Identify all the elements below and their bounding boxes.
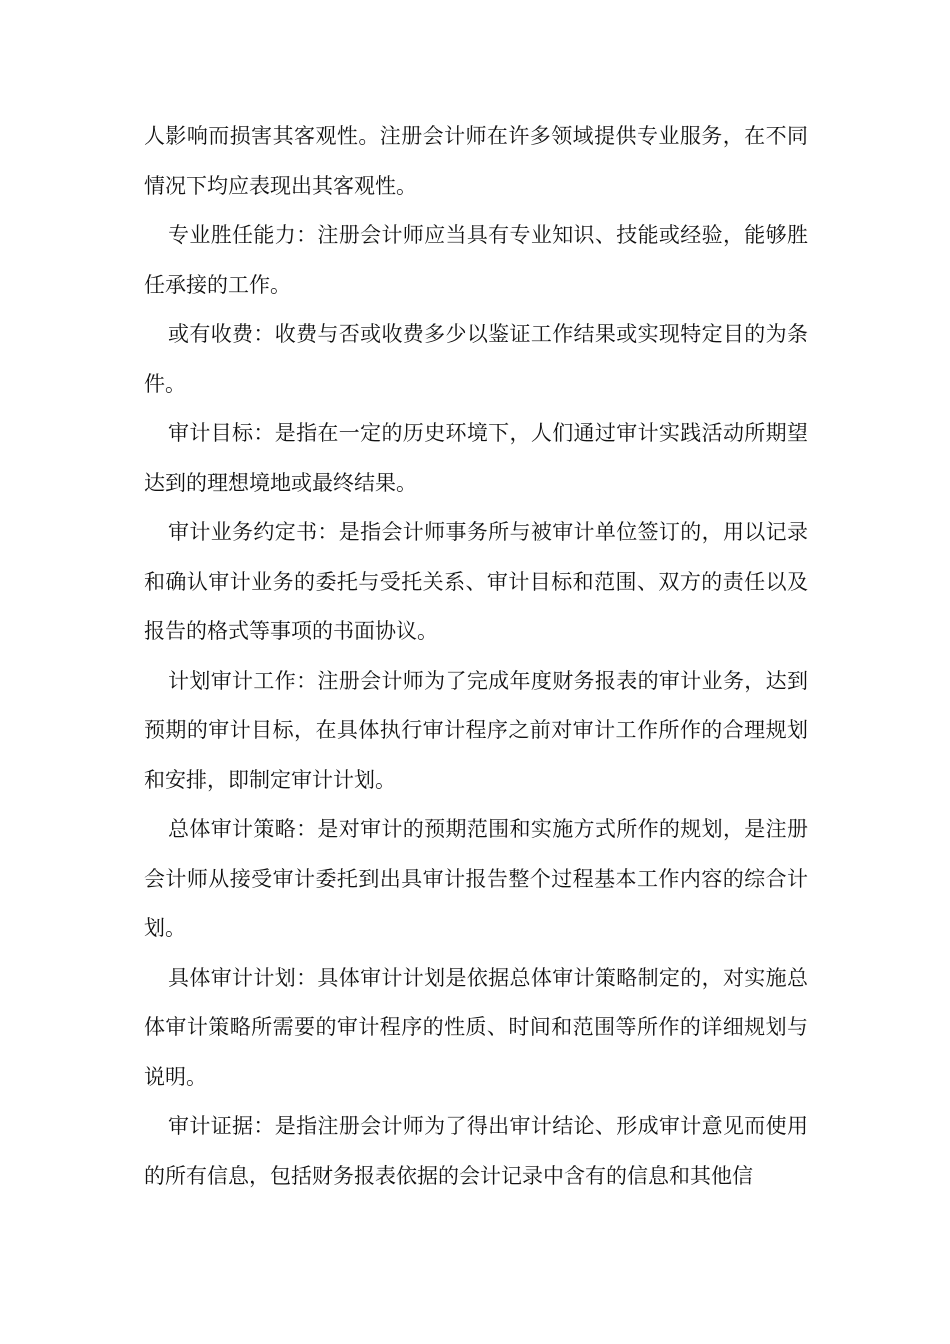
paragraph-overall-strategy: 总体审计策略：是对审计的预期范围和实施方式所作的规划，是注册会计师从接受审计委托到出具审计报告整个过程基本工作内容的综合计划。 bbox=[144, 817, 808, 940]
paragraph-professional-competence: 专业胜任能力：注册会计师应当具有专业知识、技能或经验，能够胜任承接的工作。 bbox=[144, 223, 808, 297]
paragraph-audit-evidence: 审计证据：是指注册会计师为了得出审计结论、形成审计意见而使用的所有信息，包括财务报表依据的会计记录中含有的信息和其他信 bbox=[144, 1114, 808, 1188]
paragraph-audit-objective: 审计目标：是指在一定的历史环境下，人们通过审计实践活动所期望达到的理想境地或最终结果。 bbox=[144, 421, 808, 495]
paragraph-audit-planning: 计划审计工作：注册会计师为了完成年度财务报表的审计业务，达到预期的审计目标，在具体执行审计程序之前对审计工作所作的合理规划和安排，即制定审计计划。 bbox=[144, 668, 808, 792]
paragraph-contingent-fee: 或有收费：收费与否或收费多少以鉴证工作结果或实现特定目的为条件。 bbox=[144, 322, 808, 396]
paragraph-engagement-letter: 审计业务约定书：是指会计师事务所与被审计单位签订的，用以记录和确认审计业务的委托与受托关系、审计目标和范围、双方的责任以及报告的格式等事项的书面协议。 bbox=[144, 520, 808, 643]
paragraph-detailed-plan: 具体审计计划：具体审计计划是依据总体审计策略制定的，对实施总体审计策略所需要的审计程序的性质、时间和范围等所作的详细规划与说明。 bbox=[144, 965, 808, 1089]
document-body bbox=[144, 112, 808, 1201]
paragraph-continuation: 人影响而损害其客观性。注册会计师在许多领域提供专业服务，在不同情况下均应表现出其客观性。 bbox=[144, 124, 808, 198]
